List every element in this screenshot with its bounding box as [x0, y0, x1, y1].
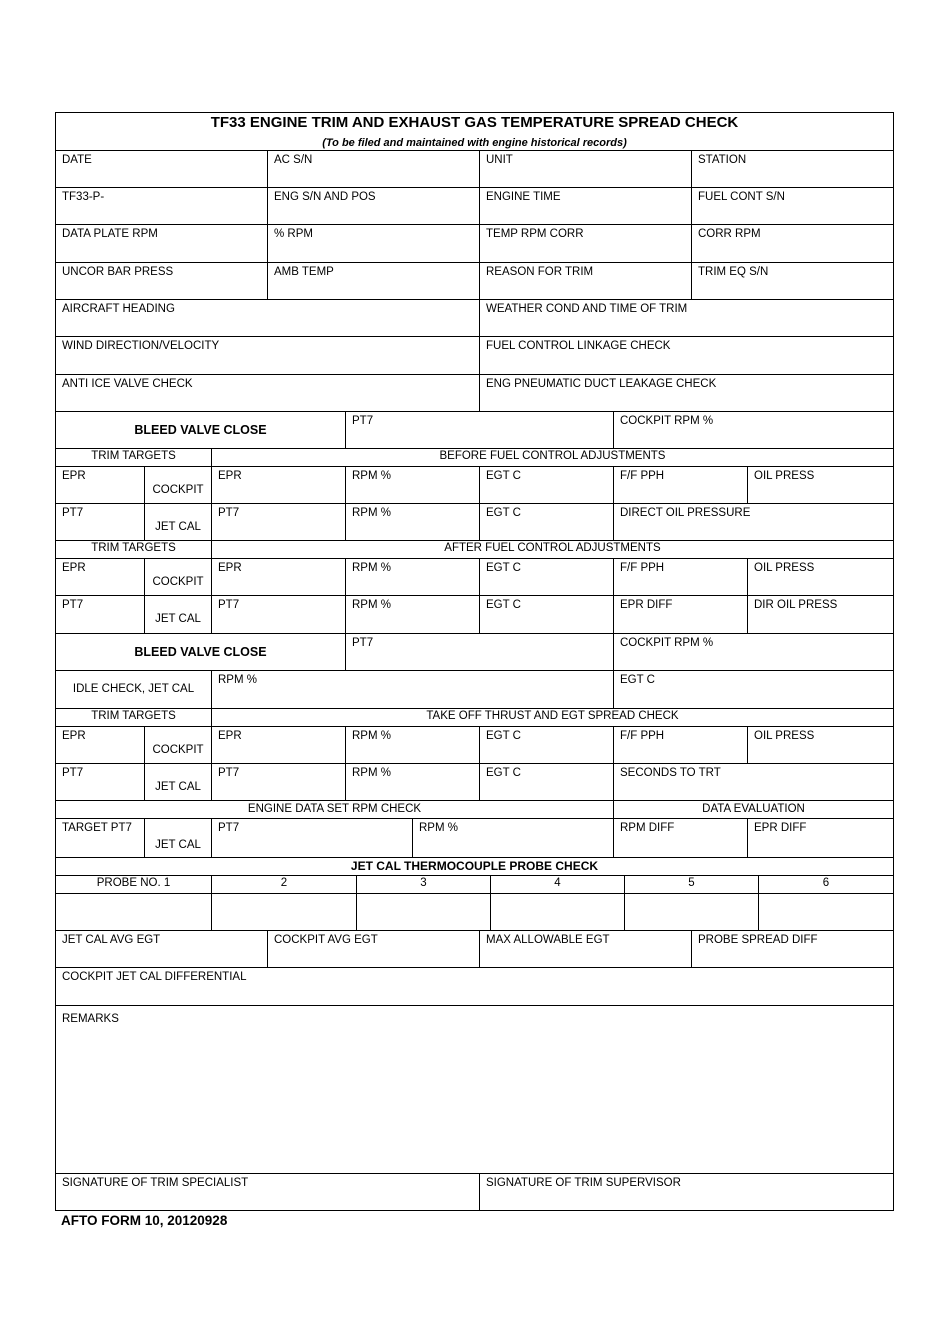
probe-spread-diff-field[interactable]: PROBE SPREAD DIFF [692, 931, 893, 968]
engine-time-field[interactable]: ENGINE TIME [480, 188, 692, 225]
before-ff-field[interactable]: F/F PPH [614, 467, 748, 504]
idle-egt-field[interactable]: EGT C [614, 671, 893, 709]
corr-rpm-field[interactable]: CORR RPM [692, 225, 893, 263]
data-evaluation-header: DATA EVALUATION [614, 801, 893, 819]
after-rpm-field-2[interactable]: RPM % [346, 596, 480, 634]
takeoff-jetcal-label: JET CAL [145, 764, 212, 801]
amb-temp-field[interactable]: AMB TEMP [268, 263, 480, 300]
target-pt7-field[interactable]: TARGET PT7 [56, 819, 145, 858]
after-egt-field[interactable]: EGT C [480, 559, 614, 596]
takeoff-header: TAKE OFF THRUST AND EGT SPREAD CHECK [212, 709, 893, 727]
after-cockpit-label: COCKPIT [145, 559, 212, 596]
after-egt-field-2[interactable]: EGT C [480, 596, 614, 634]
takeoff-pt7-target[interactable]: PT7 [56, 764, 145, 801]
reason-for-trim-field[interactable]: REASON FOR TRIM [480, 263, 692, 300]
trim-targets-header-2: TRIM TARGETS [56, 541, 212, 559]
ac-sn-field[interactable]: AC S/N [268, 151, 480, 188]
after-epr-field[interactable]: EPR [212, 559, 346, 596]
fuel-linkage-field[interactable]: FUEL CONTROL LINKAGE CHECK [480, 337, 893, 375]
aircraft-heading-field[interactable]: AIRCRAFT HEADING [56, 300, 480, 337]
temp-rpm-corr-field[interactable]: TEMP RPM CORR [480, 225, 692, 263]
before-rpm-field[interactable]: RPM % [346, 467, 480, 504]
trim-targets-header-1: TRIM TARGETS [56, 449, 212, 467]
date-field[interactable]: DATE [56, 151, 268, 188]
takeoff-cockpit-label: COCKPIT [145, 727, 212, 764]
before-cockpit-label: COCKPIT [145, 467, 212, 504]
dir-oil-press-field[interactable]: DIR OIL PRESS [748, 596, 893, 634]
probe-1-header: PROBE NO. 1 [56, 876, 212, 894]
weather-field[interactable]: WEATHER COND AND TIME OF TRIM [480, 300, 893, 337]
cockpit-jet-cal-diff-field[interactable]: COCKPIT JET CAL DIFFERENTIAL [56, 968, 893, 1006]
probe-check-header: JET CAL THERMOCOUPLE PROBE CHECK [56, 858, 893, 876]
signature-supervisor-field[interactable]: SIGNATURE OF TRIM SUPERVISOR [486, 1177, 681, 1189]
probe-5-value[interactable] [625, 894, 759, 931]
uncor-bar-press-field[interactable]: UNCOR BAR PRESS [56, 263, 268, 300]
before-pt7-target[interactable]: PT7 [56, 504, 145, 541]
before-pt7-field[interactable]: PT7 [212, 504, 346, 541]
after-ff-field[interactable]: F/F PPH [614, 559, 748, 596]
trim-check-form [55, 112, 894, 1211]
anti-ice-field[interactable]: ANTI ICE VALVE CHECK [56, 375, 480, 412]
pct-rpm-field[interactable]: % RPM [268, 225, 480, 263]
before-egt-field-2[interactable]: EGT C [480, 504, 614, 541]
takeoff-oil-press-field[interactable]: OIL PRESS [748, 727, 893, 764]
probe-2-value[interactable] [212, 894, 357, 931]
takeoff-epr-field[interactable]: EPR [212, 727, 346, 764]
before-epr-target[interactable]: EPR [56, 467, 145, 504]
data-plate-rpm-field[interactable]: DATA PLATE RPM [56, 225, 268, 263]
before-jetcal-label: JET CAL [145, 504, 212, 541]
bleed1-cockpit-rpm-field[interactable]: COCKPIT RPM % [614, 412, 893, 449]
before-epr-field[interactable]: EPR [212, 467, 346, 504]
form-number: AFTO FORM 10, 20120928 [61, 1213, 228, 1228]
probe-6-header: 6 [759, 876, 893, 894]
remarks-field[interactable]: REMARKS [56, 1006, 893, 1174]
after-pt7-target[interactable]: PT7 [56, 596, 145, 634]
form-header [56, 113, 893, 151]
takeoff-egt-field[interactable]: EGT C [480, 727, 614, 764]
engine-data-set-header: ENGINE DATA SET RPM CHECK [56, 801, 614, 819]
after-jetcal-label: JET CAL [145, 596, 212, 634]
eng-sn-pos-field[interactable]: ENG S/N AND POS [268, 188, 480, 225]
after-rpm-field[interactable]: RPM % [346, 559, 480, 596]
takeoff-epr-target[interactable]: EPR [56, 727, 145, 764]
max-allowable-egt-field[interactable]: MAX ALLOWABLE EGT [480, 931, 692, 968]
after-epr-target[interactable]: EPR [56, 559, 145, 596]
jet-cal-avg-egt-field[interactable]: JET CAL AVG EGT [56, 931, 268, 968]
form-title: TF33 ENGINE TRIM AND EXHAUST GAS TEMPERATURE SPREAD CHECK [210, 114, 739, 131]
probe-6-value[interactable] [759, 894, 893, 931]
before-oil-press-field[interactable]: OIL PRESS [748, 467, 893, 504]
bleed1-pt7-field[interactable]: PT7 [346, 412, 614, 449]
epr-diff-field[interactable]: EPR DIFF [614, 596, 748, 634]
probe-3-header: 3 [357, 876, 491, 894]
before-rpm-field-2[interactable]: RPM % [346, 504, 480, 541]
probe-2-header: 2 [212, 876, 357, 894]
takeoff-pt7-field[interactable]: PT7 [212, 764, 346, 801]
station-field[interactable]: STATION [692, 151, 893, 188]
cockpit-avg-egt-field[interactable]: COCKPIT AVG EGT [268, 931, 480, 968]
fuel-cont-sn-field[interactable]: FUEL CONT S/N [692, 188, 893, 225]
form-subtitle: (To be filed and maintained with engine historical records) [322, 137, 627, 149]
after-oil-press-field[interactable]: OIL PRESS [748, 559, 893, 596]
before-egt-field[interactable]: EGT C [480, 467, 614, 504]
probe-4-value[interactable] [491, 894, 625, 931]
takeoff-rpm-field[interactable]: RPM % [346, 727, 480, 764]
data-set-pt7-field[interactable]: PT7 [212, 819, 413, 858]
rpm-diff-field[interactable]: RPM DIFF [614, 819, 748, 858]
seconds-to-trt-field[interactable]: SECONDS TO TRT [614, 764, 893, 801]
probe-3-value[interactable] [357, 894, 491, 931]
data-set-jetcal-label: JET CAL [145, 819, 212, 858]
unit-field[interactable]: UNIT [480, 151, 692, 188]
pneumatic-field[interactable]: ENG PNEUMATIC DUCT LEAKAGE CHECK [480, 375, 893, 412]
bleed2-pt7-field[interactable]: PT7 [346, 634, 614, 671]
takeoff-rpm-field-2[interactable]: RPM % [346, 764, 480, 801]
probe-4-header: 4 [491, 876, 625, 894]
trim-targets-header-3: TRIM TARGETS [56, 709, 212, 727]
data-set-rpm-field[interactable]: RPM % [413, 819, 614, 858]
probe-5-header: 5 [625, 876, 759, 894]
takeoff-ff-field[interactable]: F/F PPH [614, 727, 748, 764]
after-pt7-field[interactable]: PT7 [212, 596, 346, 634]
bleed-valve-close-2: BLEED VALVE CLOSE [56, 634, 346, 671]
tf33-p-field[interactable]: TF33-P- [56, 188, 268, 225]
takeoff-egt-field-2[interactable]: EGT C [480, 764, 614, 801]
before-fuel-header: BEFORE FUEL CONTROL ADJUSTMENTS [212, 449, 893, 467]
bleed2-cockpit-rpm-field[interactable]: COCKPIT RPM % [614, 634, 893, 671]
signature-specialist-field[interactable]: SIGNATURE OF TRIM SPECIALIST [56, 1174, 480, 1210]
bleed-valve-close-1: BLEED VALVE CLOSE [56, 412, 346, 449]
data-set-epr-diff-field[interactable]: EPR DIFF [748, 819, 893, 858]
wind-field[interactable]: WIND DIRECTION/VELOCITY [56, 337, 480, 375]
idle-rpm-field[interactable]: RPM % [212, 671, 614, 709]
idle-check-label: IDLE CHECK, JET CAL [56, 671, 212, 709]
trim-eq-sn-field[interactable]: TRIM EQ S/N [692, 263, 893, 300]
after-fuel-header: AFTER FUEL CONTROL ADJUSTMENTS [212, 541, 893, 559]
probe-1-value[interactable] [56, 894, 212, 931]
direct-oil-pressure-field[interactable]: DIRECT OIL PRESSURE [614, 504, 893, 541]
